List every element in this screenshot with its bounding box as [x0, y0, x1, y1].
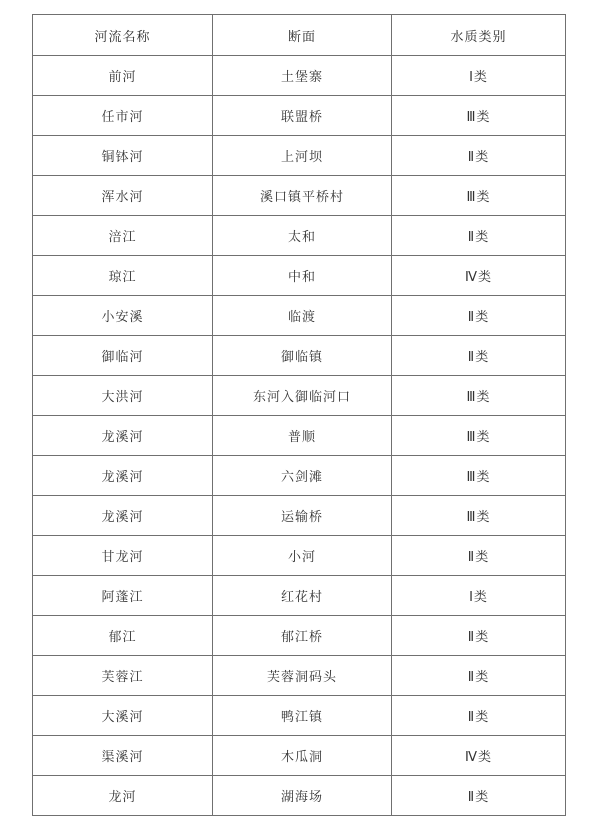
- section-cell: 木瓜洞: [213, 736, 392, 776]
- section-cell: 湖海场: [213, 776, 392, 816]
- water-quality-cell: Ⅱ类: [392, 656, 566, 696]
- table-row: [33, 776, 566, 816]
- river-name-cell: 阿蓬江: [33, 576, 213, 616]
- river-name-cell: 琼江: [33, 256, 213, 296]
- water-quality-cell: Ⅲ类: [392, 496, 566, 536]
- water-quality-cell: Ⅱ类: [392, 216, 566, 256]
- section-cell: 郁江桥: [213, 616, 392, 656]
- table-row: [33, 96, 566, 136]
- table-row: [33, 656, 566, 696]
- river-name-cell: 渠溪河: [33, 736, 213, 776]
- river-name-cell: 铜钵河: [33, 136, 213, 176]
- table-body: [33, 56, 566, 816]
- water-quality-cell: Ⅰ类: [392, 576, 566, 616]
- river-name-cell: 浑水河: [33, 176, 213, 216]
- header-river-name: 河流名称: [33, 15, 213, 56]
- table-row: [33, 216, 566, 256]
- section-cell: 临渡: [213, 296, 392, 336]
- header-section: 断面: [213, 15, 392, 56]
- table-row: [33, 616, 566, 656]
- water-quality-table: [32, 14, 566, 816]
- table-row: [33, 536, 566, 576]
- water-quality-cell: Ⅱ类: [392, 696, 566, 736]
- header-water-quality-category: 水质类别: [392, 15, 566, 56]
- water-quality-cell: Ⅱ类: [392, 616, 566, 656]
- table-row: [33, 256, 566, 296]
- water-quality-cell: Ⅲ类: [392, 176, 566, 216]
- river-name-cell: 任市河: [33, 96, 213, 136]
- river-name-cell: 大溪河: [33, 696, 213, 736]
- section-cell: 鸭江镇: [213, 696, 392, 736]
- table-row: [33, 136, 566, 176]
- table-header: [33, 15, 566, 56]
- river-name-cell: 龙溪河: [33, 496, 213, 536]
- river-name-cell: 大洪河: [33, 376, 213, 416]
- section-cell: 运输桥: [213, 496, 392, 536]
- water-quality-cell: Ⅲ类: [392, 376, 566, 416]
- river-name-cell: 涪江: [33, 216, 213, 256]
- table-row: [33, 736, 566, 776]
- section-cell: 太和: [213, 216, 392, 256]
- section-cell: 联盟桥: [213, 96, 392, 136]
- water-quality-cell: Ⅳ类: [392, 736, 566, 776]
- water-quality-cell: Ⅱ类: [392, 296, 566, 336]
- table-row: [33, 416, 566, 456]
- water-quality-cell: Ⅱ类: [392, 136, 566, 176]
- water-quality-cell: Ⅲ类: [392, 416, 566, 456]
- section-cell: 土堡寨: [213, 56, 392, 96]
- table-row: [33, 696, 566, 736]
- section-cell: 红花村: [213, 576, 392, 616]
- section-cell: 普顺: [213, 416, 392, 456]
- water-quality-cell: Ⅱ类: [392, 336, 566, 376]
- table-row: [33, 336, 566, 376]
- section-cell: 芙蓉洞码头: [213, 656, 392, 696]
- section-cell: 御临镇: [213, 336, 392, 376]
- table-row: [33, 496, 566, 536]
- section-cell: 东河入御临河口: [213, 376, 392, 416]
- section-cell: 中和: [213, 256, 392, 296]
- river-name-cell: 龙溪河: [33, 456, 213, 496]
- table-row: [33, 376, 566, 416]
- river-name-cell: 郁江: [33, 616, 213, 656]
- river-name-cell: 甘龙河: [33, 536, 213, 576]
- section-cell: 六剑滩: [213, 456, 392, 496]
- river-name-cell: 前河: [33, 56, 213, 96]
- section-cell: 溪口镇平桥村: [213, 176, 392, 216]
- water-quality-cell: Ⅲ类: [392, 96, 566, 136]
- river-name-cell: 御临河: [33, 336, 213, 376]
- table-row: [33, 576, 566, 616]
- table-row: [33, 56, 566, 96]
- water-quality-cell: Ⅲ类: [392, 456, 566, 496]
- table-row: [33, 296, 566, 336]
- water-quality-cell: Ⅰ类: [392, 56, 566, 96]
- section-cell: 小河: [213, 536, 392, 576]
- section-cell: 上河坝: [213, 136, 392, 176]
- river-name-cell: 芙蓉江: [33, 656, 213, 696]
- river-name-cell: 龙河: [33, 776, 213, 816]
- water-quality-cell: Ⅱ类: [392, 776, 566, 816]
- table-row: [33, 176, 566, 216]
- table-row: [33, 456, 566, 496]
- water-quality-cell: Ⅳ类: [392, 256, 566, 296]
- river-name-cell: 小安溪: [33, 296, 213, 336]
- water-quality-cell: Ⅱ类: [392, 536, 566, 576]
- header-row: [33, 15, 566, 56]
- river-name-cell: 龙溪河: [33, 416, 213, 456]
